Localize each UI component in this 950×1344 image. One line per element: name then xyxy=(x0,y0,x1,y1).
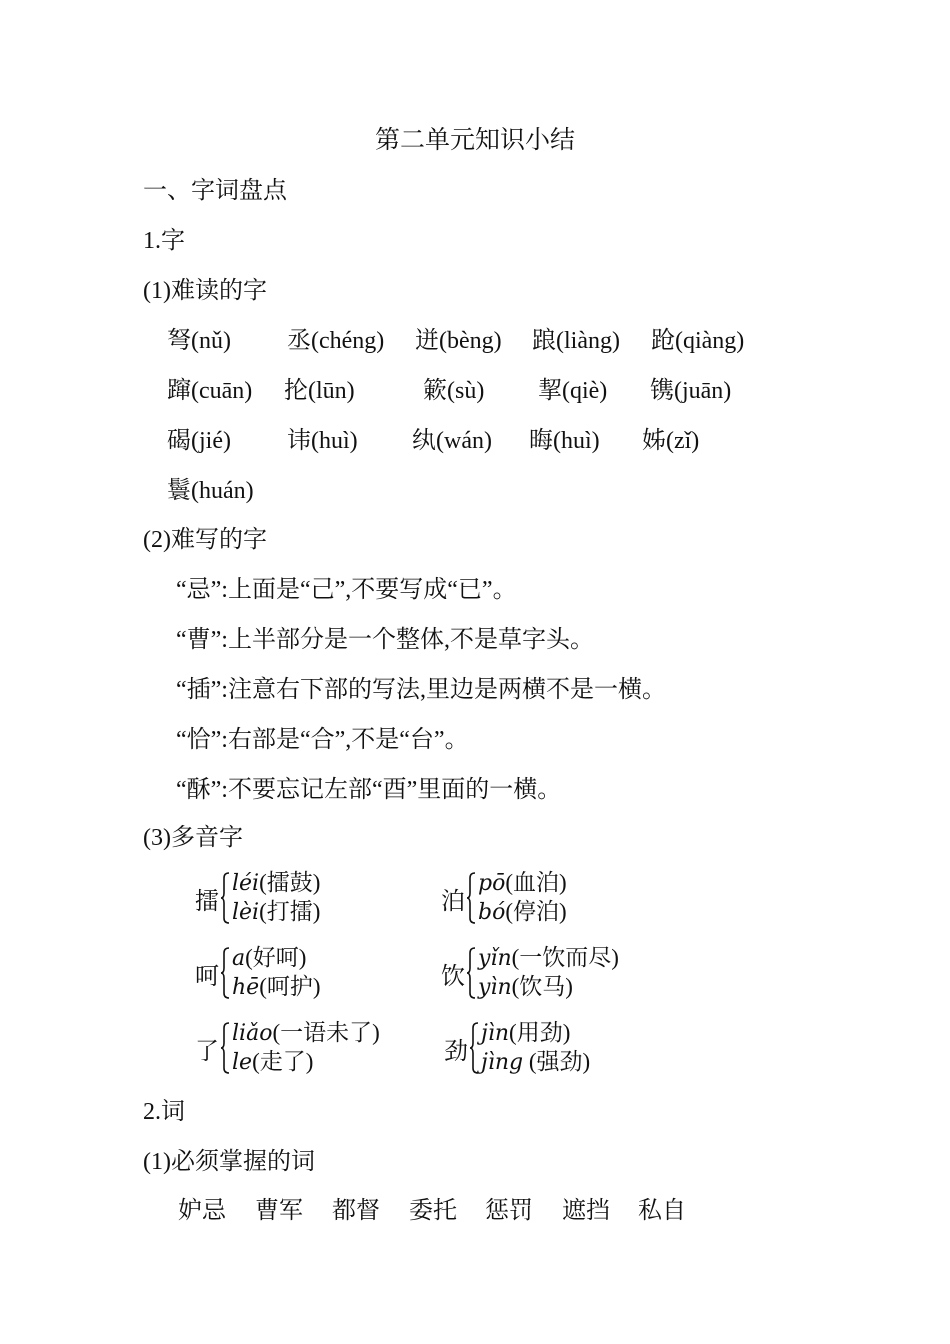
char-entry: 簌(sù) xyxy=(423,378,485,404)
example-word: (打擂) xyxy=(259,899,321,924)
vocab-word: 曹军 xyxy=(255,1198,303,1224)
curly-brace xyxy=(470,1022,479,1074)
vocab-word: 妒忌 xyxy=(178,1198,226,1224)
example-word: (一语未了) xyxy=(272,1020,380,1045)
char-entry: 踉(liàng) xyxy=(532,328,620,354)
vocab-word: 惩罚 xyxy=(485,1198,533,1224)
pinyin: jìn xyxy=(481,1021,510,1046)
char-entry: 镌(juān) xyxy=(650,378,732,404)
polyphonic-char: 饮 xyxy=(441,963,465,990)
example-word: (呵护) xyxy=(259,974,321,999)
writing-note: “曹”:上半部分是一个整体,不是草字头。 xyxy=(176,627,594,653)
polyphonic-item xyxy=(195,943,321,1003)
section-heading-1: 一、字词盘点 xyxy=(143,178,287,204)
char-entry: 晦(huì) xyxy=(529,428,600,454)
char-entry: 挈(qiè) xyxy=(538,378,608,404)
char-entry: 丞(chéng) xyxy=(287,328,385,354)
pinyin: lèi xyxy=(232,900,260,925)
polyphonic-item xyxy=(444,1018,590,1078)
example-word: (好呵) xyxy=(245,945,307,970)
vocab-word: 都督 xyxy=(332,1198,380,1224)
subsection-heading-words: 2.词 xyxy=(143,1099,185,1125)
page-title: 第二单元知识小结 xyxy=(374,127,575,154)
polyphonic-char: 了 xyxy=(195,1038,219,1065)
pinyin: yìn xyxy=(478,975,512,1000)
example-word: (擂鼓) xyxy=(259,870,321,895)
polyphonic-char: 擂 xyxy=(195,888,219,915)
char-entry: 弩(nǔ) xyxy=(167,328,231,354)
char-entry: 抡(lūn) xyxy=(284,378,355,404)
writing-note: “恰”:右部是“合”,不是“台”。 xyxy=(176,727,469,753)
pinyin: a xyxy=(232,946,246,971)
curly-brace xyxy=(467,872,476,924)
polyphonic-item xyxy=(195,1018,380,1078)
vocab-word: 私自 xyxy=(638,1198,686,1224)
writing-note: “酥”:不要忘记左部“酉”里面的一横。 xyxy=(176,777,562,803)
pinyin: yǐn xyxy=(478,946,512,971)
subsection-heading-characters: 1.字 xyxy=(143,228,185,254)
example-word: (一饮而尽) xyxy=(511,945,619,970)
curly-brace xyxy=(467,947,476,999)
polyphonic-char: 劲 xyxy=(444,1038,468,1065)
pinyin: hē xyxy=(232,975,260,1000)
pinyin: léi xyxy=(232,871,260,896)
char-entry: 讳(huì) xyxy=(287,428,358,454)
char-entry: 迸(bèng) xyxy=(415,328,502,354)
must-words-heading: (1)必须掌握的词 xyxy=(143,1149,315,1175)
polyphonic-item xyxy=(441,943,619,1003)
example-word: (用劲) xyxy=(509,1020,571,1045)
pinyin: jìng xyxy=(481,1050,524,1075)
hard-write-heading: (2)难写的字 xyxy=(143,527,267,553)
polyphonic-heading: (3)多音字 xyxy=(143,825,243,851)
polyphonic-char: 呵 xyxy=(195,963,219,990)
char-entry: 蹿(cuān) xyxy=(167,378,253,404)
hard-read-heading: (1)难读的字 xyxy=(143,278,267,304)
example-word: (血泊) xyxy=(505,870,567,895)
char-entry: 姊(zǐ) xyxy=(642,428,700,454)
pinyin: pō xyxy=(478,871,506,896)
curly-brace xyxy=(221,947,230,999)
example-word: (走了) xyxy=(252,1049,314,1074)
vocab-word: 遮挡 xyxy=(562,1198,610,1224)
example-word: (停泊) xyxy=(505,899,567,924)
polyphonic-char: 泊 xyxy=(441,888,465,915)
pinyin: liǎo xyxy=(232,1021,273,1046)
curly-brace xyxy=(221,1022,230,1074)
writing-note: “忌”:上面是“己”,不要写成“已”。 xyxy=(176,577,517,603)
writing-note: “插”:注意右下部的写法,里边是两横不是一横。 xyxy=(176,677,666,703)
pinyin: le xyxy=(232,1050,253,1075)
polyphonic-item xyxy=(441,868,567,928)
char-entry: 跄(qiàng) xyxy=(651,328,745,354)
example-word: (强劲) xyxy=(523,1049,591,1074)
example-word: (饮马) xyxy=(511,974,573,999)
pinyin: bó xyxy=(478,900,506,925)
char-entry: 纨(wán) xyxy=(412,428,492,454)
vocab-word: 委托 xyxy=(409,1198,457,1224)
polyphonic-item xyxy=(195,868,320,928)
char-entry: 碣(jié) xyxy=(167,428,231,454)
char-entry: 鬟(huán) xyxy=(167,478,254,504)
curly-brace xyxy=(221,872,230,924)
